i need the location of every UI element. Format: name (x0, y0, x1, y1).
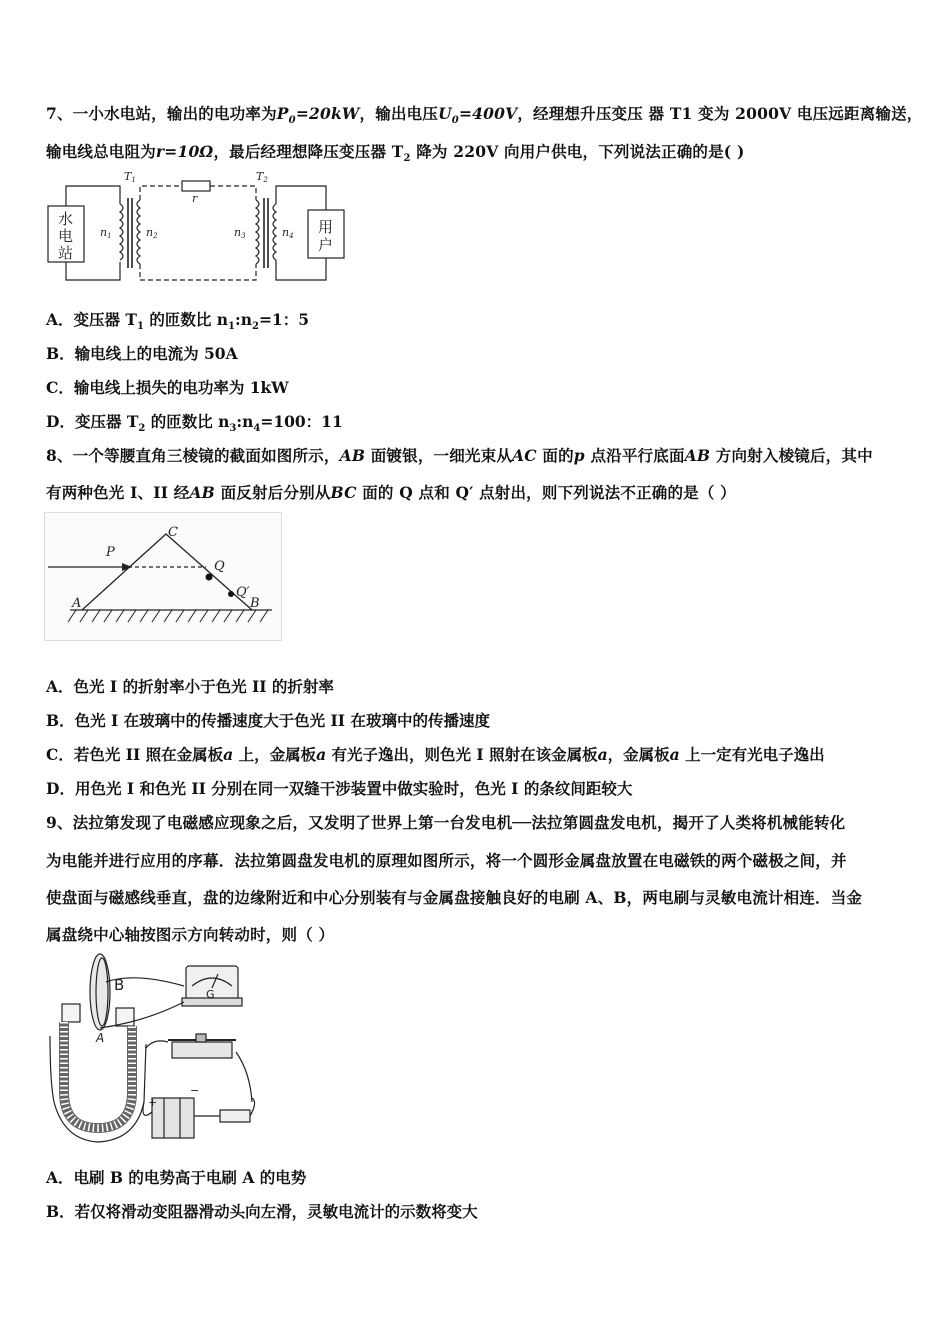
battery (152, 1098, 194, 1138)
label-c: C (168, 525, 178, 540)
label-source-1: 水 (58, 210, 74, 228)
q7-option-b[interactable]: B．输电线上的电流为 50A (46, 344, 238, 363)
svg-text:n1: n1 (100, 226, 112, 240)
label-user-1: 用 (318, 218, 334, 236)
metal-disc (90, 954, 110, 1030)
label-t1: T (124, 170, 132, 183)
q9-option-a[interactable]: A．电刷 B 的电势高于电刷 A 的电势 (46, 1168, 307, 1187)
q7-option-c[interactable]: C．输电线上损失的电功率为 1kW (46, 378, 289, 397)
point-q (206, 574, 213, 581)
q7-r: r=10Ω (155, 142, 214, 161)
label-r: r (192, 192, 198, 205)
q8-option-b[interactable]: B．色光 I 在玻璃中的传播速度大于色光 II 在玻璃中的传播速度 (46, 711, 490, 730)
label-q: Q (214, 559, 225, 574)
q9-stem-line1: 9、法拉第发现了电磁感应现象之后，又发明了世界上第一台发电机──法拉第圆盘发电机，揭开了人类将机械能转化 (46, 813, 846, 832)
q8-option-c[interactable]: C．若色光 II 照在金属板a 上，金属板a 有光子逸出，则色光 I 照射在该金属板a，金属板a 上一定有光电子逸出 (46, 745, 825, 764)
q7-text: 7、一小水电站，输出的电功率为 (46, 104, 277, 123)
svg-text:n4: n4 (282, 226, 294, 240)
label-source-3: 站 (58, 244, 74, 262)
q9-generator-figure (44, 952, 264, 1148)
q8-option-d[interactable]: D．用色光 I 和色光 II 分别在同一双缝干涉装置中做实验时，色光 I 的条纹间距较大 (46, 779, 633, 798)
q9-stem-line4: 属盘绕中心轴按图示方向转动时，则（ ） (46, 925, 335, 944)
label-brush-b: B (114, 976, 125, 994)
q7-p0: $P_0=20kW$ (276, 104, 360, 127)
resistor-r (182, 181, 210, 191)
q7-option-a[interactable]: A．变压器 $T_1$ 的匝数比 $n_1:n_2=1$：5 (46, 310, 309, 333)
q8-stem-line2: 有两种色光 I、II 经AB 面反射后分别从BC 面的 Q 点和 Q′ 点射出，则下列说法不正确的是（ ） (46, 483, 736, 502)
q7-text: ，最后经理想降压变压器 T (213, 142, 404, 161)
svg-text:T1: T1 (124, 170, 136, 184)
svg-text:T2: T2 (256, 170, 268, 184)
switch (220, 1110, 250, 1122)
label-p: P (106, 545, 115, 560)
q7-stem-line1 (46, 102, 923, 126)
label-n2: n (146, 226, 154, 239)
label-user-2: 户 (318, 236, 334, 254)
q9-stem-line2: 为电能并进行应用的序幕．法拉第圆盘发电机的原理如图所示，将一个圆形金属盘放置在电磁铁的两个磁极之间，并 (46, 851, 847, 870)
label-b: B (250, 596, 260, 611)
q7-text: 输电线总电阻为 (46, 142, 156, 161)
q9-option-b[interactable]: B．若仅将滑动变阻器滑动头向左滑，灵敏电流计的示数将变大 (46, 1202, 478, 1221)
q8-option-a[interactable]: A．色光 I 的折射率小于色光 II 的折射率 (46, 677, 334, 696)
label-n1: n (100, 226, 108, 239)
label-t2: T (256, 170, 264, 183)
label-n4: n (282, 226, 290, 239)
q7-u0: $U_0=400V$ (438, 104, 518, 127)
q8-stem-line1: 8、一个等腰直角三棱镜的截面如图所示，AB 面镀银，一细光束从AC 面的p 点沿平行底面AB 方向射入棱镜后，其中 (46, 446, 873, 465)
point-q-prime (228, 591, 234, 597)
q9-stem-line3: 使盘面与磁感线垂直，盘的边缘附近和中心分别装有与金属盘接触良好的电刷 A、B，两电刷与灵敏电流计相连．当金 (46, 888, 863, 907)
label-galvanometer-g: G (206, 988, 215, 1001)
q7-text: 降为 220V 向用户供电，下列说法正确的是( ) (410, 142, 745, 161)
svg-text:n3: n3 (234, 226, 246, 240)
q7-text: ，输出电压 (359, 104, 439, 123)
label-brush-a: A (96, 1031, 105, 1045)
label-n3: n (234, 226, 242, 239)
q7-option-d[interactable]: D．变压器 $T_2$ 的匝数比 $n_3:n_4=100$：11 (46, 412, 343, 435)
q7-circuit-figure (44, 170, 354, 290)
q8-prism-figure (44, 512, 284, 642)
q7-sub: 2 (403, 153, 411, 165)
label-plus: + (148, 1096, 158, 1109)
q7-text: ，经理想升压变压 器 T1 变为 2000V 电压远距离输送， (517, 104, 923, 123)
label-a: A (72, 596, 82, 611)
rheostat (172, 1042, 232, 1058)
label-q-prime: Q′ (236, 585, 250, 600)
q7-stem-line2 (46, 140, 744, 164)
svg-text:n2: n2 (146, 226, 158, 240)
label-minus: − (190, 1084, 200, 1097)
magnet-pole-left (62, 1004, 80, 1022)
label-source-2: 电 (58, 227, 74, 245)
